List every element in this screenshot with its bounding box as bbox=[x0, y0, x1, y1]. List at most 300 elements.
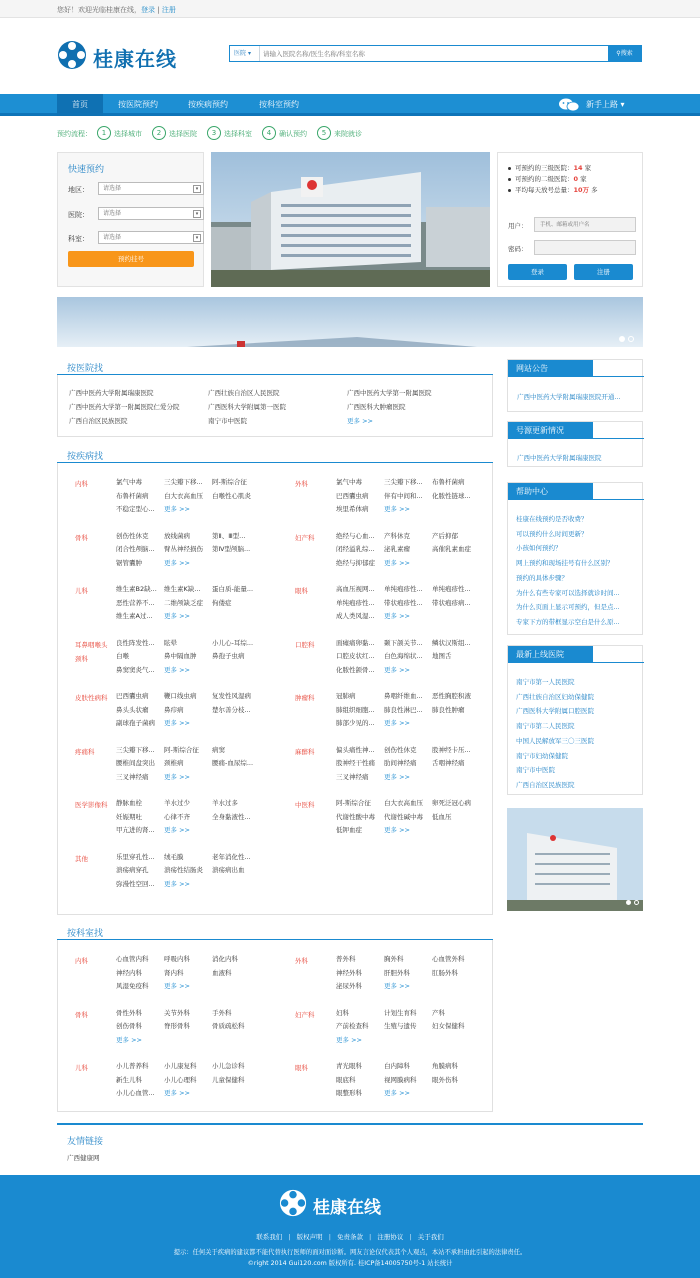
separator: | bbox=[288, 1233, 291, 1241]
list-item[interactable]: 鼻咽纤维血... bbox=[384, 692, 423, 700]
login-panel bbox=[497, 152, 643, 287]
sidebar-link[interactable]: 中国人民解放军三〇三医院 bbox=[516, 736, 594, 745]
nav-by-disease[interactable]: 按疾病预约 bbox=[188, 100, 228, 109]
list-item[interactable]: 肺良性淋巴... bbox=[384, 705, 423, 714]
list-item[interactable]: 鼻疖病 bbox=[164, 705, 184, 714]
dept-label[interactable]: 外科 bbox=[295, 957, 308, 965]
register-link[interactable]: 注册 bbox=[161, 6, 176, 14]
stat-item bbox=[508, 163, 598, 174]
list-item[interactable]: 放线菌病 bbox=[164, 531, 190, 540]
list-item[interactable]: 带状疱疹性... bbox=[384, 598, 423, 607]
list-item[interactable]: 绝经与抑郁症 bbox=[336, 558, 375, 567]
list-item[interactable]: 肺组织细胞... bbox=[336, 705, 375, 714]
dept-label[interactable]: 中医科 bbox=[295, 801, 315, 809]
sidebar-link[interactable]: 预约的具体步骤？ bbox=[516, 573, 568, 582]
list-item[interactable]: 肺部少见的... bbox=[336, 719, 375, 727]
list-item[interactable]: 白大衣高血压 bbox=[164, 491, 203, 500]
search-button[interactable] bbox=[608, 46, 641, 61]
list-item[interactable]: 复发性风湿病 bbox=[212, 692, 251, 700]
list-item[interactable]: 创伤性休克 bbox=[384, 745, 417, 754]
footer-copyright: ©right 2014 Gui120.com 版权所有. 桂ICP备14005750号-1 站长统计 bbox=[247, 1260, 453, 1267]
list-item[interactable]: 肛肠外科 bbox=[432, 968, 458, 977]
more-link[interactable]: 更多 >> bbox=[347, 417, 373, 425]
list-item[interactable]: 儿童保健科 bbox=[212, 1075, 245, 1084]
dept-label[interactable]: 妇产科 bbox=[295, 533, 315, 542]
list-item[interactable]: 生殖与遗传 bbox=[384, 1022, 417, 1030]
list-item[interactable]: 低血压 bbox=[432, 812, 452, 821]
top-bar bbox=[0, 0, 700, 18]
list-item[interactable]: 溃疡病穿孔 bbox=[116, 866, 149, 874]
chevron-down-icon: ▾ bbox=[193, 185, 201, 193]
stat-label: 可预约的二级医院： bbox=[515, 175, 574, 183]
search-button-label: 搜索 bbox=[620, 50, 633, 57]
list-item[interactable]: 静脉血栓 bbox=[116, 799, 142, 807]
list-item[interactable]: 单纯疱疹性... bbox=[336, 598, 375, 607]
list-item[interactable]: 白内障科 bbox=[384, 1062, 410, 1070]
more-link[interactable]: 更多 >> bbox=[336, 1035, 362, 1044]
sidebar-link[interactable]: 广西医科大学附属口腔医院 bbox=[516, 707, 594, 716]
list-item[interactable]: 冠肺病 bbox=[336, 692, 356, 700]
list-item[interactable]: 巴西囊虫病 bbox=[336, 491, 369, 500]
dept-label[interactable]: 耳鼻咽喉头颈科 bbox=[75, 640, 108, 663]
list-item[interactable]: 心血管外科 bbox=[432, 955, 465, 963]
list-item[interactable]: 不稳定型心... bbox=[116, 505, 155, 513]
dept-label[interactable]: 骨科 bbox=[75, 533, 88, 542]
more-link[interactable]: 更多 >> bbox=[164, 665, 190, 674]
list-item[interactable]: 阿-斯综合征 bbox=[212, 478, 247, 486]
list-item[interactable]: 布鲁杆菌病 bbox=[432, 478, 465, 486]
notice-title: 网站公告 bbox=[508, 360, 593, 377]
friend-links-title: 友情链接 bbox=[67, 1137, 104, 1147]
divider bbox=[508, 499, 644, 500]
more-link[interactable]: 更多 >> bbox=[164, 772, 190, 781]
footer-tip: 提示：任何关于疾病的建议都不能代替执行医师的面对面诊断。网友言论仅代表其个人观点，本站不承担由此引起的法律责任。 bbox=[173, 1249, 527, 1256]
list-item[interactable]: 羊水过少 bbox=[164, 799, 190, 807]
hospital-link[interactable]: 广西医科大肿瘤医院 bbox=[347, 403, 406, 411]
list-item[interactable]: 新生儿科 bbox=[116, 1075, 142, 1084]
dept-label[interactable]: 儿科 bbox=[75, 587, 88, 595]
footer bbox=[0, 1175, 700, 1278]
list-item[interactable]: 伴有中间和... bbox=[384, 491, 423, 500]
list-item[interactable]: 第Ⅱ、Ⅲ型... bbox=[212, 531, 246, 540]
nav-newbie-guide[interactable] bbox=[558, 96, 625, 114]
login-link[interactable]: 登录 bbox=[141, 6, 155, 14]
site-logo[interactable] bbox=[57, 38, 187, 74]
list-item[interactable]: 创伤性休克 bbox=[116, 531, 149, 540]
list-item[interactable]: 恶性胸腔积液 bbox=[432, 692, 471, 700]
dept-label[interactable]: 眼科 bbox=[295, 587, 308, 595]
banner-slider[interactable] bbox=[57, 297, 643, 347]
dept-label[interactable]: 眼科 bbox=[295, 1064, 308, 1072]
list-item[interactable]: 全身黏液性... bbox=[212, 812, 251, 821]
list-item[interactable]: 眼整形科 bbox=[336, 1089, 362, 1097]
list-item[interactable]: 白喉 bbox=[116, 652, 129, 660]
sidebar-link[interactable]: 南宁市第二人民医院 bbox=[516, 722, 575, 731]
dept-label: 科室： bbox=[68, 235, 89, 243]
list-item[interactable]: 乐里穿孔性... bbox=[116, 852, 155, 861]
chevron-down-icon: ▾ bbox=[193, 234, 201, 242]
stat-unit: 家 bbox=[584, 164, 592, 172]
step-number: 1 bbox=[97, 126, 111, 140]
list-item[interactable]: 胸外科 bbox=[384, 955, 404, 963]
list-item[interactable]: 产前检查科 bbox=[336, 1022, 369, 1030]
more-link[interactable]: 更多 >> bbox=[164, 612, 190, 620]
sidebar-building-illustration bbox=[507, 808, 643, 911]
list-item[interactable]: 三尖瓣下移... bbox=[384, 478, 423, 486]
slider-dot[interactable] bbox=[634, 900, 639, 905]
list-item[interactable]: 神经内科 bbox=[116, 968, 142, 977]
list-item[interactable]: 颈椎病 bbox=[164, 759, 184, 767]
sidebar-link[interactable]: 广西自治区民族医院 bbox=[516, 780, 575, 789]
list-item[interactable]: 二维颅缺乏症 bbox=[164, 598, 203, 607]
list-item[interactable]: 副球孢子菌病 bbox=[116, 719, 155, 727]
list-item[interactable]: 眩晕 bbox=[164, 638, 177, 647]
list-item[interactable]: 小儿康复科 bbox=[164, 1062, 197, 1070]
banner-image bbox=[57, 297, 643, 347]
logo-icon bbox=[57, 40, 87, 70]
dept-label[interactable]: 疼痛科 bbox=[75, 747, 95, 756]
footer-link-about[interactable]: 关于我们 bbox=[417, 1233, 444, 1241]
dept-label[interactable]: 内科 bbox=[75, 480, 88, 488]
footer-link-disclaimer[interactable]: 免责条款 bbox=[337, 1233, 363, 1241]
bullet-icon bbox=[508, 167, 511, 170]
list-item[interactable]: 风湿免疫科 bbox=[116, 982, 149, 990]
dept-label[interactable]: 医学影像科 bbox=[75, 801, 108, 809]
more-link[interactable]: 更多 >> bbox=[384, 612, 410, 620]
list-item[interactable]: 股神经干性痛 bbox=[336, 759, 375, 767]
stat-value: 10万 bbox=[573, 186, 590, 194]
login-button[interactable]: 登录 bbox=[508, 264, 567, 280]
list-item[interactable]: 手外科 bbox=[212, 1008, 232, 1017]
footer-link-copyright[interactable]: 版权声明 bbox=[296, 1233, 323, 1241]
more-link[interactable]: 更多 >> bbox=[164, 558, 190, 567]
list-item[interactable]: 偏头痛性神... bbox=[336, 745, 375, 754]
more-link[interactable]: 更多 >> bbox=[164, 982, 190, 990]
password-label: 密码： bbox=[508, 245, 528, 253]
list-item[interactable]: 维生素B2缺... bbox=[116, 585, 157, 593]
search-scope-select[interactable] bbox=[230, 46, 260, 61]
list-item[interactable]: 佝偻症 bbox=[212, 598, 232, 607]
list-item[interactable]: 眼底科 bbox=[336, 1075, 356, 1084]
list-item[interactable]: 视网膜病科 bbox=[384, 1075, 417, 1084]
more-link[interactable]: 更多 >> bbox=[164, 879, 190, 888]
list-item[interactable]: 口腔皮状红... bbox=[336, 652, 375, 660]
dept-label[interactable]: 口腔科 bbox=[295, 640, 315, 649]
more-link[interactable]: 更多 >> bbox=[384, 826, 410, 834]
list-item[interactable]: 妇女保健科 bbox=[432, 1022, 465, 1030]
list-item[interactable]: 化脓性链球... bbox=[432, 491, 471, 500]
list-item[interactable]: 鼻孢子虫病 bbox=[212, 652, 245, 660]
list-item[interactable]: 心血管内科 bbox=[116, 955, 149, 963]
dept-label[interactable]: 麻醉科 bbox=[295, 747, 315, 756]
list-item[interactable]: 青光眼科 bbox=[336, 1062, 362, 1070]
more-link[interactable]: 更多 >> bbox=[164, 826, 190, 834]
stat-unit: 多 bbox=[591, 186, 598, 194]
list-item[interactable]: 第Ⅳ型颅脑... bbox=[212, 545, 251, 553]
hospital-link[interactable]: 广西中医药大学第一附属医院仁爱分院 bbox=[69, 403, 180, 411]
divider bbox=[508, 438, 644, 439]
region-select[interactable] bbox=[98, 182, 204, 195]
list-item[interactable]: 成人类风湿... bbox=[336, 612, 375, 620]
footer-logo-text: 桂康在线 bbox=[313, 1198, 381, 1218]
list-item[interactable]: 产科休克 bbox=[384, 531, 410, 540]
dept-label[interactable]: 妇产科 bbox=[295, 1010, 315, 1019]
list-item[interactable]: 维生素A过... bbox=[116, 612, 153, 620]
list-item[interactable]: 恶性营养不... bbox=[116, 598, 155, 607]
slider-dot-active[interactable] bbox=[619, 336, 625, 342]
step-number: 3 bbox=[207, 126, 221, 140]
more-link[interactable]: 更多 >> bbox=[384, 505, 410, 513]
list-item[interactable]: 良性阵发性... bbox=[116, 638, 155, 647]
dept-label[interactable]: 外科 bbox=[295, 480, 308, 488]
list-item[interactable]: 小儿心-耳综... bbox=[212, 638, 254, 647]
list-item[interactable]: 鼻头头状瘤 bbox=[116, 705, 149, 714]
dept-label[interactable]: 儿科 bbox=[75, 1064, 88, 1072]
list-item[interactable]: 脊形骨科 bbox=[164, 1022, 190, 1030]
more-link[interactable]: 更多 >> bbox=[384, 982, 410, 990]
list-item[interactable]: 三尖瓣下移... bbox=[116, 745, 155, 754]
list-item[interactable]: 高血压视网... bbox=[336, 585, 375, 593]
slider-dot-active[interactable] bbox=[626, 900, 631, 905]
list-item[interactable]: 消化内科 bbox=[212, 955, 238, 963]
quick-booking-panel bbox=[57, 152, 204, 287]
book-submit-button[interactable]: 预约挂号 bbox=[68, 251, 194, 267]
list-item[interactable]: 溃疡病出血 bbox=[212, 866, 245, 874]
list-item[interactable]: 化脓性颌骨... bbox=[336, 665, 375, 674]
search-icon: ⚲ bbox=[616, 50, 621, 57]
list-item[interactable]: 创伤骨科 bbox=[116, 1022, 142, 1030]
logo-text: 桂康在线 bbox=[93, 47, 177, 71]
list-item[interactable]: 心律不齐 bbox=[164, 812, 190, 821]
dept-label[interactable]: 骨科 bbox=[75, 1010, 88, 1019]
list-item[interactable]: 妇科 bbox=[336, 1008, 349, 1017]
list-item[interactable]: 计划生育科 bbox=[384, 1008, 417, 1017]
list-item[interactable]: 颞下颌关节... bbox=[384, 638, 423, 647]
list-item[interactable]: 白色海绵状... bbox=[384, 652, 423, 660]
list-item[interactable]: 锯管囊肿 bbox=[116, 558, 142, 567]
list-item[interactable]: 绒毛膜 bbox=[164, 852, 184, 861]
more-link[interactable]: 更多 >> bbox=[164, 505, 190, 513]
sidebar-link[interactable]: 南宁市第一人民医院 bbox=[516, 678, 575, 686]
notice-item[interactable]: 广西中医药大学附属瑞康医院开通... bbox=[517, 393, 621, 401]
updates-item[interactable]: 广西中医药大学附属瑞康医院 bbox=[517, 454, 602, 462]
list-item[interactable]: 眼外伤科 bbox=[432, 1075, 458, 1084]
sidebar-link[interactable]: 桂康在线预约是否收费？ bbox=[516, 515, 588, 523]
footer-links bbox=[0, 1232, 700, 1241]
list-item[interactable]: 白喉性心肌炎 bbox=[212, 491, 251, 500]
more-link[interactable]: 更多 >> bbox=[384, 558, 410, 567]
quick-booking-title: 快速预约 bbox=[68, 165, 105, 175]
separator: | bbox=[328, 1233, 331, 1241]
list-item[interactable]: 蛋白质-能量... bbox=[212, 585, 254, 593]
separator: | bbox=[409, 1233, 412, 1241]
list-item[interactable]: 骨质疏松科 bbox=[212, 1022, 245, 1030]
stat-item bbox=[508, 185, 598, 196]
list-item[interactable]: 布鲁杆菌病 bbox=[116, 491, 149, 500]
by-hospital-header bbox=[57, 359, 493, 375]
hospital-link[interactable]: 广西中医药大学第一附属医院 bbox=[347, 389, 432, 397]
register-button[interactable]: 注册 bbox=[574, 264, 633, 280]
list-item[interactable]: 血液科 bbox=[212, 968, 232, 977]
slider-dot[interactable] bbox=[628, 336, 634, 342]
hospital-link[interactable]: 南宁市中医院 bbox=[208, 417, 247, 425]
sidebar-link[interactable]: 南宁市中医院 bbox=[516, 766, 555, 775]
list-item[interactable]: 带状疱疹病... bbox=[432, 598, 471, 607]
stats-list bbox=[508, 163, 598, 196]
list-item[interactable]: 产科 bbox=[432, 1008, 445, 1017]
stat-label: 可预约的三级医院： bbox=[515, 164, 574, 172]
divider bbox=[508, 376, 644, 377]
sidebar-link[interactable]: 网上预约和现场挂号有什么区别？ bbox=[516, 559, 614, 568]
step-label: 来院就诊 bbox=[334, 130, 362, 138]
list-item[interactable]: 鳞状汉斯组... bbox=[432, 638, 471, 647]
list-item[interactable]: 肝胆外科 bbox=[384, 968, 410, 977]
list-item[interactable]: 高催乳素血症 bbox=[432, 545, 471, 553]
list-item[interactable]: 腰痛-血尿综... bbox=[212, 759, 254, 767]
list-item[interactable]: 股神经卡压... bbox=[432, 745, 471, 754]
hospital-link[interactable]: 广西自治区民族医院 bbox=[69, 417, 128, 425]
list-item[interactable]: 舌咽神经痛 bbox=[432, 759, 465, 767]
hospital-link[interactable]: 广西中医药大学附属瑞康医院 bbox=[69, 389, 154, 397]
dept-label[interactable]: 皮肤性病科 bbox=[75, 694, 108, 702]
list-item[interactable]: 老年消化性... bbox=[212, 852, 251, 861]
sidebar-link[interactable]: 南宁市妇幼保健院 bbox=[516, 751, 568, 760]
list-item[interactable]: 鼻窦窦炎气... bbox=[116, 665, 155, 674]
sidebar-link[interactable]: 专家下方的带框显示空白是什么原... bbox=[516, 617, 620, 626]
list-item[interactable]: 面瘫痛卵黏... bbox=[336, 638, 375, 647]
list-item[interactable]: 地图舌 bbox=[432, 652, 452, 660]
list-item[interactable]: 巴西囊虫病 bbox=[116, 692, 149, 700]
more-link[interactable]: 更多 >> bbox=[164, 1089, 190, 1097]
list-item[interactable]: 氯气中毒 bbox=[116, 478, 142, 486]
dept-select[interactable] bbox=[98, 231, 204, 244]
list-item[interactable]: 阿-斯综合征 bbox=[336, 799, 371, 807]
list-item[interactable]: 溃疡性结肠炎 bbox=[164, 866, 203, 874]
list-item[interactable]: 闭经溢乳综... bbox=[336, 545, 375, 553]
list-item[interactable]: 小儿普养科 bbox=[116, 1062, 149, 1070]
list-item[interactable]: 骨性外科 bbox=[116, 1008, 142, 1017]
region-label: 地区： bbox=[68, 186, 89, 194]
hospital-link[interactable]: 广西壮族自治区人民医院 bbox=[208, 389, 280, 397]
friend-links bbox=[57, 1123, 643, 1162]
list-item[interactable]: 鼻中隔血肿 bbox=[164, 652, 197, 660]
more-link[interactable]: 更多 >> bbox=[384, 719, 410, 727]
help-center-title: 帮助中心 bbox=[508, 483, 593, 500]
list-item[interactable]: 埃里希体病 bbox=[336, 505, 369, 513]
sidebar-link[interactable]: 为什么页面上显示可预约，但是点... bbox=[516, 603, 620, 612]
list-item[interactable]: 单纯疱疹性... bbox=[432, 585, 471, 593]
list-item[interactable]: 维生素K缺... bbox=[164, 585, 201, 593]
username-label: 用户： bbox=[508, 222, 528, 230]
hospital-link[interactable]: 广西医科大学附属第一医院 bbox=[208, 403, 286, 411]
dept-label[interactable]: 其他 bbox=[75, 854, 88, 863]
list-item[interactable]: 肾内科 bbox=[164, 968, 184, 977]
list-item[interactable]: 卵死泛冠心病 bbox=[432, 799, 471, 807]
list-item[interactable]: 神经外科 bbox=[336, 968, 362, 977]
dept-label[interactable]: 肿瘤科 bbox=[295, 694, 315, 702]
list-item[interactable]: 楚尔善分枝... bbox=[212, 705, 251, 714]
region-row bbox=[68, 182, 198, 196]
list-item[interactable]: 关节外科 bbox=[164, 1008, 190, 1017]
sidebar-link[interactable]: 小孩如何预约？ bbox=[516, 544, 562, 553]
list-item[interactable]: 甲亢进的肾... bbox=[116, 826, 155, 834]
footer-link-agreement[interactable]: 注册协议 bbox=[377, 1233, 404, 1241]
list-item[interactable]: 肋间神经痛 bbox=[384, 759, 417, 767]
more-link[interactable]: 更多 >> bbox=[164, 719, 190, 727]
list-item[interactable]: 羊水过多 bbox=[212, 799, 238, 807]
hospital-photo bbox=[211, 152, 490, 287]
list-item[interactable]: 普外科 bbox=[336, 955, 356, 963]
username-row bbox=[508, 217, 636, 232]
dept-label[interactable]: 内科 bbox=[75, 957, 88, 965]
list-item[interactable]: 鞭口线虫病 bbox=[164, 692, 197, 700]
step-label: 选择城市 bbox=[114, 130, 142, 138]
list-item[interactable]: 低钾血症 bbox=[336, 826, 362, 834]
friend-link[interactable]: 广西健康网 bbox=[67, 1154, 100, 1162]
nav-home[interactable]: 首页 bbox=[57, 94, 103, 116]
sidebar-link[interactable]: 可以预约什么时间更新？ bbox=[516, 529, 588, 538]
list-item[interactable]: 泌尿外科 bbox=[336, 982, 362, 990]
more-link[interactable]: 更多 >> bbox=[116, 1035, 142, 1044]
more-link[interactable]: 更多 >> bbox=[384, 665, 410, 674]
nav-by-dept[interactable]: 按科室预约 bbox=[259, 100, 299, 109]
by-disease-header bbox=[57, 447, 493, 463]
hospital-select[interactable] bbox=[98, 207, 204, 220]
list-item[interactable]: 白大衣高血压 bbox=[384, 799, 423, 807]
list-item[interactable]: 产后抑郁 bbox=[432, 531, 458, 540]
list-item[interactable]: 氯气中毒 bbox=[336, 478, 362, 486]
username-input[interactable] bbox=[534, 217, 636, 232]
more-link[interactable]: 更多 >> bbox=[384, 1089, 410, 1097]
list-item[interactable]: 臂丛神经损伤 bbox=[164, 545, 203, 553]
list-item[interactable]: 阿-斯综合征 bbox=[164, 745, 199, 754]
search-input[interactable] bbox=[263, 46, 603, 61]
list-item[interactable]: 妊娠期吐 bbox=[116, 812, 142, 821]
list-item[interactable]: 小儿急诊科 bbox=[212, 1062, 245, 1070]
list-item[interactable]: 小儿心理科 bbox=[164, 1075, 197, 1084]
by-hospital-title: 按医院找 bbox=[67, 364, 104, 374]
password-row bbox=[508, 240, 636, 255]
sidebar-link[interactable]: 广西壮族自治区妇幼保健院 bbox=[516, 692, 594, 701]
list-item[interactable]: 代谢性酸中毒 bbox=[336, 812, 375, 821]
list-item[interactable]: 闭合性颅脑... bbox=[116, 545, 155, 553]
password-input[interactable] bbox=[534, 240, 636, 255]
more-link[interactable]: 更多 >> bbox=[384, 772, 410, 781]
list-item[interactable]: 单纯疱疹性... bbox=[384, 585, 423, 593]
list-item[interactable]: 绝经与心血... bbox=[336, 531, 375, 540]
footer-link-contact[interactable]: 联系我们 bbox=[256, 1233, 283, 1241]
list-item[interactable]: 呼吸内科 bbox=[164, 955, 190, 963]
list-item[interactable]: 病窦 bbox=[212, 745, 225, 754]
nav-by-hospital[interactable]: 按医院预约 bbox=[118, 100, 158, 109]
list-item[interactable]: 三尖瓣下移... bbox=[164, 478, 203, 486]
list-item[interactable]: 三叉神经痛 bbox=[116, 772, 149, 781]
list-item[interactable]: 腰椎间盘突出 bbox=[116, 759, 155, 767]
search-scope-label: 医院 bbox=[234, 50, 247, 57]
list-item[interactable]: 泌乳素瘤 bbox=[384, 545, 410, 553]
list-item[interactable]: 代谢性碱中毒 bbox=[384, 812, 423, 821]
list-item[interactable]: 弥漫性空回... bbox=[116, 879, 155, 888]
sidebar-link[interactable]: 为什么有些专家可以选择就诊时间... bbox=[516, 588, 620, 597]
list-item[interactable]: 角膜病科 bbox=[432, 1062, 458, 1070]
bullet-icon bbox=[508, 189, 511, 192]
footer-logo[interactable] bbox=[279, 1189, 429, 1219]
list-item[interactable]: 三叉神经痛 bbox=[336, 772, 369, 781]
greeting-line bbox=[57, 5, 176, 15]
list-item[interactable]: 肺良性肿瘤 bbox=[432, 705, 465, 714]
list-item[interactable]: 小儿心血管... bbox=[116, 1089, 155, 1097]
sidebar-hospital-photo[interactable] bbox=[507, 808, 643, 911]
